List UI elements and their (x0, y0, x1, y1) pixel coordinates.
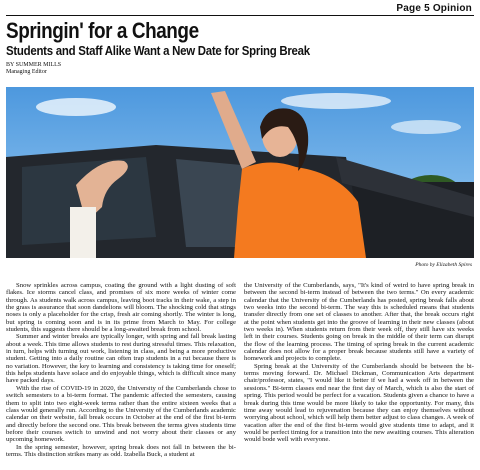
subheadline: Students and Staff Alike Want a New Date for Spring Break (6, 43, 310, 58)
article-paragraph: Snow sprinkles across campus, coating the ground with a light dusting of soft flakes. Ice storms cancel class, and promises of six more weeks of winter come through. As students walk across campus, leaving boot tracks in their wake, a step in the grass is assurance that soon dandelions will bloom. The shocking cold that stings noses is only a placeholder for the crisp, fresh air coming shortly. The winter is long, but spring is coming soon and is in its prime from March to May. For college students, this suggests there should be a long-awaited break from school. (6, 282, 236, 334)
feature-photo (6, 87, 474, 258)
article-column-left (6, 282, 236, 466)
cloud (36, 98, 116, 116)
byline-prefix: BY (6, 62, 16, 68)
byline-author: SUMMER MILLS (15, 62, 62, 68)
article-paragraph: In the spring semester, however, spring break does not fall in between the bi-terms. This distinction strikes many as odd. Izabella Buck, a student at (6, 443, 236, 458)
byline (6, 62, 61, 76)
photo-credit: Photo by Elizabeth Spires (415, 262, 472, 268)
header-rule (6, 15, 474, 16)
page-label: Page 5 Opinion (396, 3, 472, 14)
cloud (391, 120, 461, 134)
article-paragraph: Summer and winter breaks are typically longer, with spring and fall break lasting about a week. This time allows students to rest during stressful times. This relaxation, in turn, helps with turning out work, listening in class, and being a more productive student. Getting into a daily routine can often trap students in a rut because there is no variation. However, the key to learning and consistency is taking time for oneself; this helps students have solace and do enjoyable things, which is difficult since many have packed days. (6, 333, 236, 385)
article-paragraph: the University of the Cumberlands, says, "It's kind of weird to have spring break in between the second bi-term instead of between the two terms." On every academic calendar that the University of the Cumberlands has posted, spring break falls about two weeks into the second bi-term. The way this is scheduled means that students transfer directly from one set of classes to another. After that, the break occurs right at the point when students get into the groove of learning in their new classes (about two weeks in). When students return from their week off, they still have six weeks left in their courses. Students going on break in the middle of their term can disrupt the flow of the learning process. The timing of spring break in the current academic calendar does not allow for a proper break because students still have a variety of homework and projects to complete. (244, 282, 474, 363)
sleeve (70, 207, 96, 258)
byline-author-line (6, 62, 61, 69)
article-paragraph: Spring break at the University of the Cumberlands should be between the bi-terms moving forward. Dr. Michael Dickman, Communication Arts department chair/professor, states, "I would like it better if we had a week off in between the sessions." Bi-term classes end near the first day of March, which is also the start of spring. This period would be perfect for a vacation. Students given a chance to have a break during this time would be more likely to take the opportunity. For many, this time away would lead to rejuvenation because they can enjoy themselves without worrying about school, which will help them better adjust to class changes. A week of vacation after the end of the first bi-term would give students time to adapt, and it would be perfect timing for a transition into the new awaiting courses. This alteration would bode well with everyone. (244, 362, 474, 444)
byline-title: Managing Editor (6, 69, 47, 75)
feature-photo-illustration (6, 87, 474, 258)
article-body (6, 282, 474, 466)
article-paragraph: With the rise of COVID-19 in 2020, the University of the Cumberlands chose to switch semesters to a bi-term format. The pandemic affected the semesters, causing them to split into two eight-week terms rather than the entire sixteen weeks that a class would generally run. According to the University of the Cumberlands academic calendar on their website, fall break occurs in October at the end of the first bi-term and directly before the second one. This break between the terms gives students time before their courses switch to unwind and not worry about their classes or any upcoming homework. (6, 384, 236, 444)
headline: Springin' for a Change (6, 18, 199, 43)
article-column-right (244, 282, 474, 466)
cloud (281, 93, 391, 109)
